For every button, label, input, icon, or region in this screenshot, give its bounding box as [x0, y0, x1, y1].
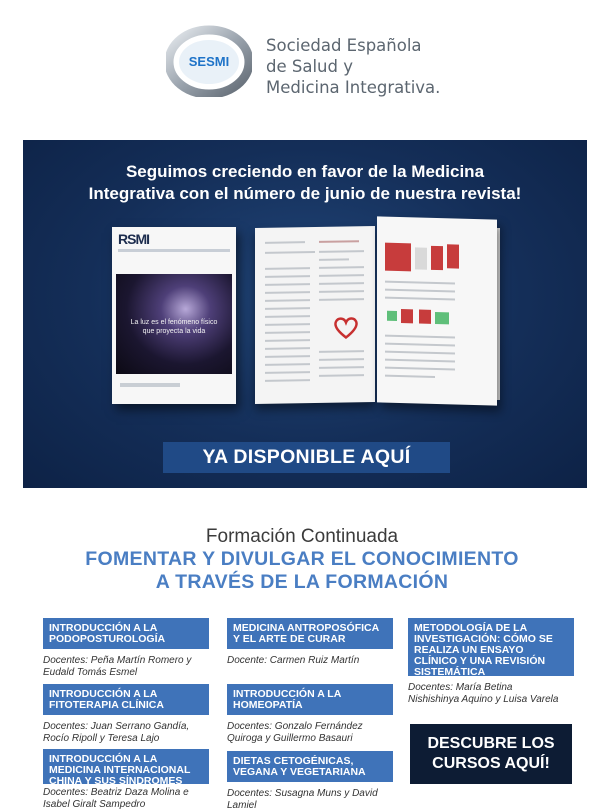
figure-thumbnail	[415, 247, 427, 269]
magazine-banner[interactable]	[23, 140, 587, 488]
course-teachers	[227, 721, 393, 744]
figure-thumbnail	[387, 311, 397, 321]
course-teachers-line: Docentes: Peña Martín Romero y	[43, 655, 192, 666]
course-teachers-line: Docentes: Gonzalo Fernández	[227, 721, 363, 732]
course-title-line: MEDICINA ANTROPOSÓFICA	[233, 622, 380, 634]
course-title-line: MEDICINA INTERNACIONAL	[49, 764, 191, 776]
course-link-antroposofica[interactable]	[227, 618, 393, 649]
course-title-line: INTRODUCCIÓN A LA	[233, 688, 342, 700]
banner-headline	[23, 161, 587, 205]
course-teachers-line: Docentes: Juan Serrano Gandía,	[43, 721, 190, 732]
course-title-line: CLÍNICO Y UNA REVISIÓN	[414, 655, 546, 667]
course-title-line: INTRODUCCIÓN A LA	[49, 622, 158, 634]
course-card	[227, 751, 393, 811]
course-card	[408, 618, 574, 705]
course-title-line: CHINA Y SUS SÍNDROMES	[49, 775, 183, 787]
course-link-homeopatia[interactable]	[227, 684, 393, 715]
course-title-line: Y EL ARTE DE CURAR	[233, 633, 346, 645]
course-title-line: INVESTIGACIÓN: CÓMO SE	[414, 633, 553, 645]
course-teachers-line: Quiroga y Guillermo Basauri	[227, 732, 353, 744]
cover-divider	[118, 249, 230, 252]
cta-line: DESCUBRE LOS	[427, 735, 555, 752]
course-teachers-line: Nishishinya Aquino y Luisa Varela	[408, 693, 559, 705]
course-teachers	[408, 682, 574, 705]
figure-thumbnail	[435, 312, 449, 324]
course-teachers	[227, 788, 393, 811]
section-title	[0, 548, 604, 594]
course-teachers	[43, 655, 209, 678]
course-teachers-line: Docentes: María Betina	[408, 682, 513, 693]
descubre-cursos-button[interactable]	[410, 724, 572, 784]
ya-disponible-button[interactable]: YA DISPONIBLE AQUÍ	[163, 442, 450, 473]
course-title-line: INTRODUCCIÓN A LA	[49, 688, 158, 700]
banner-headline-line: Seguimos creciendo en favor de la Medicina	[125, 162, 485, 181]
figure-thumbnail	[419, 310, 431, 324]
course-teachers	[227, 655, 393, 667]
course-title-line: SISTEMÁTICA	[414, 666, 486, 678]
course-teachers	[43, 721, 209, 744]
cover-title: RSMI	[118, 231, 149, 247]
figure-thumbnail	[401, 309, 413, 323]
cover-caption	[116, 318, 232, 336]
course-link-metodologia[interactable]	[408, 618, 574, 676]
org-name	[266, 35, 496, 98]
course-title-line: DIETAS CETOGÉNICAS,	[233, 755, 354, 767]
course-teachers	[43, 787, 209, 810]
course-card	[43, 749, 209, 810]
course-link-medicina-china[interactable]	[43, 749, 209, 787]
course-teachers-line: Docentes: Beatriz Daza Molina e	[43, 787, 189, 798]
course-card	[227, 618, 393, 667]
course-title-line: PODOPOSTUROLOGÍA	[49, 633, 166, 645]
course-card	[43, 684, 209, 744]
course-title-line: VEGANA Y VEGETARIANA	[233, 766, 366, 778]
course-title-line: REALIZA UN ENSAYO	[414, 644, 524, 656]
svg-text:SESMI: SESMI	[188, 54, 230, 69]
course-teachers-line: Eudald Tomás Esmel	[43, 666, 138, 678]
course-teachers-line: Docentes: Susagna Muns y David	[227, 788, 378, 799]
cover-caption-line: que proyecta la vida	[142, 328, 206, 335]
section-subtitle: Formación Continuada	[205, 526, 399, 547]
course-card	[43, 618, 209, 678]
course-title-line: HOMEOPATÍA	[233, 699, 303, 711]
course-teachers-line: Lamiel	[227, 799, 257, 811]
section-title-line: A TRAVÉS DE LA FORMACIÓN	[155, 571, 449, 593]
magazine-cover-image	[112, 227, 236, 404]
figure-thumbnail	[431, 246, 443, 270]
org-name-line: Sociedad Española	[266, 36, 422, 55]
magazine-left-page	[255, 226, 375, 404]
cover-photo	[116, 274, 232, 374]
sesmi-logo[interactable]	[166, 25, 252, 97]
cta-line: CURSOS AQUÍ!	[432, 755, 550, 772]
course-link-podoposturologia[interactable]	[43, 618, 209, 649]
course-teachers-line: Rocío Ripoll y Teresa Lajo	[43, 732, 160, 744]
section-title-line: FOMENTAR Y DIVULGAR EL CONOCIMIENTO	[85, 548, 519, 570]
cover-footer	[120, 383, 180, 387]
course-title-line: FITOTERAPIA CLÍNICA	[49, 699, 164, 711]
course-teachers-line: Docente: Carmen Ruiz Martín	[227, 655, 360, 666]
course-teachers-line: Isabel Giralt Sampedro	[43, 798, 146, 810]
course-title-line: INTRODUCCIÓN A LA	[49, 753, 158, 765]
cover-caption-line: La luz es el fenómeno físico	[130, 319, 218, 326]
magazine-right-page	[377, 216, 497, 405]
header	[0, 0, 604, 128]
banner-headline-line: Integrativa con el número de junio de nuestra revista!	[88, 184, 522, 203]
course-link-dietas[interactable]	[227, 751, 393, 782]
org-name-line: Medicina Integrativa.	[266, 78, 441, 97]
heart-illustration	[333, 314, 359, 340]
course-link-fitoterapia[interactable]	[43, 684, 209, 715]
course-title-line: METODOLOGÍA DE LA	[414, 622, 528, 634]
figure-thumbnail	[385, 243, 411, 272]
figure-thumbnail	[447, 244, 459, 268]
course-card	[227, 684, 393, 744]
org-name-line: de Salud y	[266, 57, 353, 76]
open-magazine-image	[255, 224, 500, 404]
